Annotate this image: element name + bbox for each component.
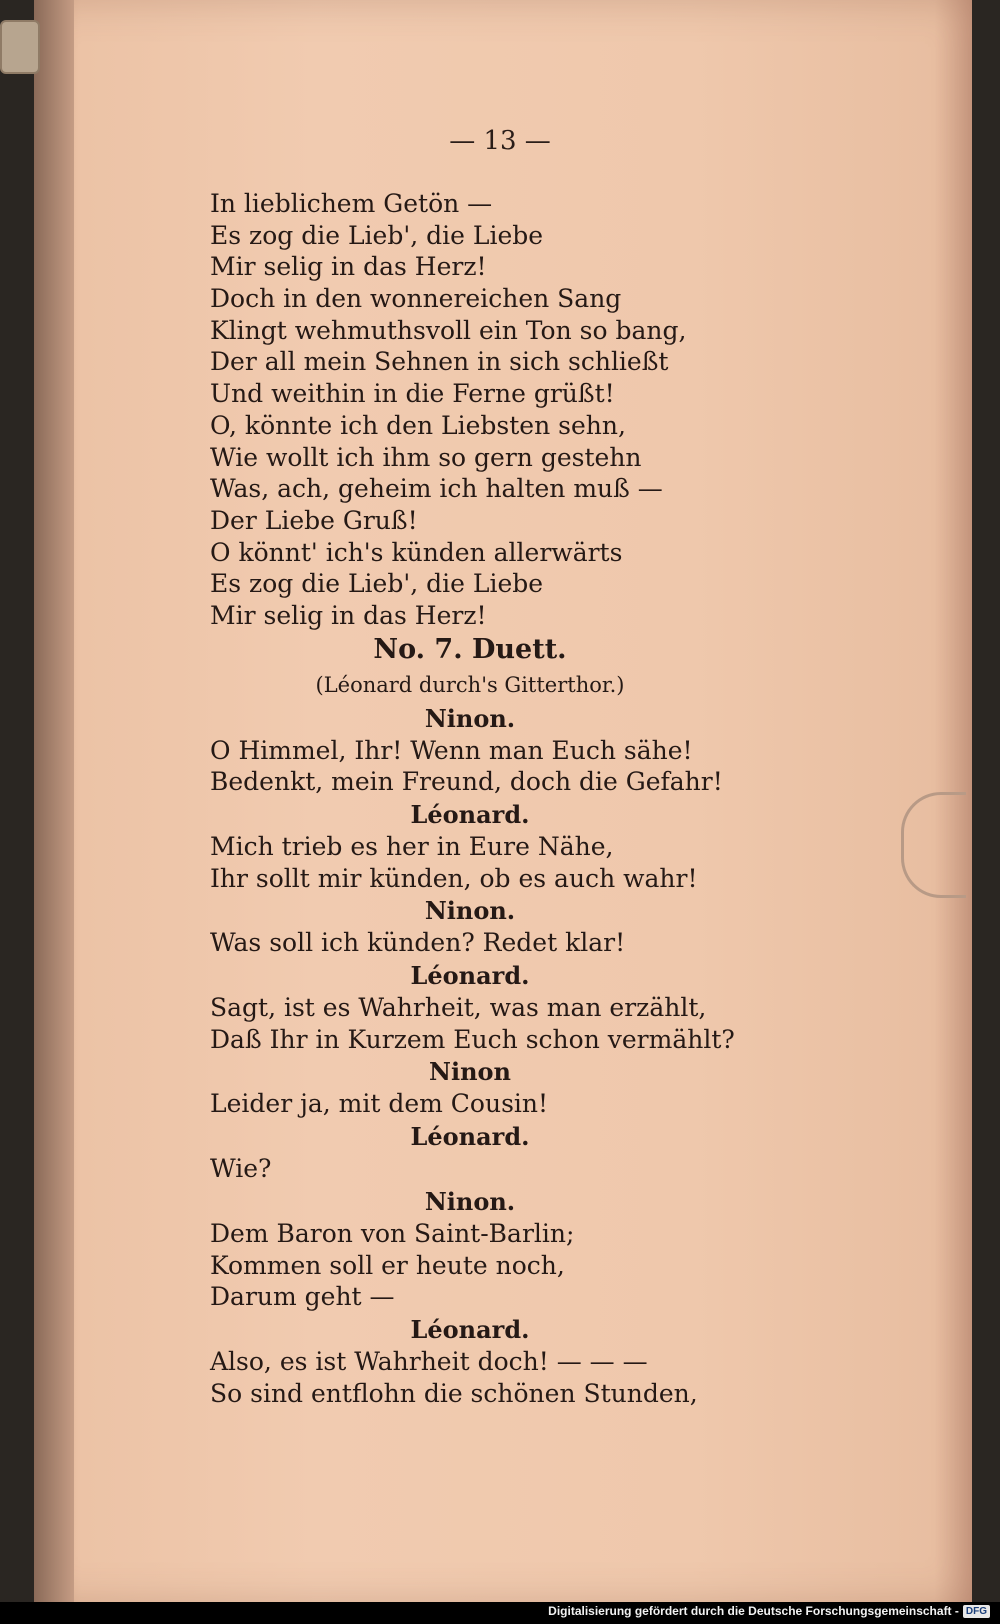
verse-line: Klingt wehmuthsvoll ein Ton so bang, bbox=[210, 315, 687, 345]
verse-line: Der all mein Sehnen in sich schließt bbox=[210, 347, 669, 377]
verse-line: Bedenkt, mein Freund, doch die Gefahr! bbox=[210, 767, 723, 797]
verse-line: Mir selig in das Herz! bbox=[210, 600, 487, 630]
verse-text bbox=[210, 188, 770, 1409]
verse-line: Darum geht — bbox=[210, 1282, 395, 1312]
speaker-name: Ninon. bbox=[424, 703, 516, 733]
verse-line: So sind entflohn die schönen Stunden, bbox=[210, 1378, 698, 1408]
verse-line: Daß Ihr in Kurzem Euch schon vermählt? bbox=[210, 1024, 735, 1054]
verse-line: Was, ach, geheim ich halten muß — bbox=[210, 474, 663, 504]
speaker-name: Ninon bbox=[429, 1057, 511, 1087]
page-number: — 13 — bbox=[449, 126, 551, 156]
verse-line: Leider ja, mit dem Cousin! bbox=[210, 1089, 549, 1119]
verse-line: Kommen soll er heute noch, bbox=[210, 1250, 565, 1280]
stage-direction: (Léonard durch's Gitterthor.) bbox=[315, 672, 625, 697]
speaker-name: Léonard. bbox=[410, 800, 530, 829]
verse-line: Doch in den wonnereichen Sang bbox=[210, 284, 622, 314]
verse-line: Wie wollt ich ihm so gern gestehn bbox=[210, 442, 642, 472]
verse-line: Sagt, ist es Wahrheit, was man erzählt, bbox=[210, 993, 707, 1023]
speaker-name: Léonard. bbox=[410, 1314, 530, 1344]
page-tab-marker bbox=[901, 792, 966, 898]
speaker-name: Ninon. bbox=[424, 1186, 516, 1216]
verse-line: Mich trieb es her in Eure Nähe, bbox=[210, 832, 614, 861]
speaker-name: Léonard. bbox=[410, 961, 530, 991]
verse-line: In lieblichem Getön — bbox=[210, 189, 493, 218]
verse-line: Mir selig in das Herz! bbox=[210, 252, 487, 282]
verse-line: Der Liebe Gruß! bbox=[210, 505, 418, 535]
speaker-name: Ninon. bbox=[424, 896, 516, 926]
binding-clip bbox=[0, 20, 40, 74]
section-heading: No. 7. Duett. bbox=[373, 633, 567, 665]
verse-line: O Himmel, Ihr! Wenn man Euch sähe! bbox=[210, 735, 693, 765]
verse-line: O könnt' ich's künden allerwärts bbox=[210, 537, 623, 567]
dfg-logo: DFG bbox=[963, 1605, 990, 1618]
verse-line: Es zog die Lieb', die Liebe bbox=[210, 569, 544, 599]
verse-line: Was soll ich künden? Redet klar! bbox=[210, 928, 626, 958]
funding-text: Digitalisierung gefördert durch die Deutsche Forschungsgemeinschaft - bbox=[548, 1604, 959, 1618]
verse-line: O, könnte ich den Liebsten sehn, bbox=[210, 410, 626, 440]
verse-line: Wie? bbox=[210, 1154, 272, 1184]
verse-line: Ihr sollt mir künden, ob es auch wahr! bbox=[210, 863, 698, 893]
verse-line: Also, es ist Wahrheit doch! — — — bbox=[210, 1346, 648, 1376]
funding-footer bbox=[548, 1602, 990, 1620]
page-spine bbox=[34, 0, 74, 1604]
verse-line: Dem Baron von Saint-Barlin; bbox=[210, 1218, 575, 1248]
verse-line: Es zog die Lieb', die Liebe bbox=[210, 220, 544, 250]
verse-line: Und weithin in die Ferne grüßt! bbox=[210, 379, 615, 409]
speaker-name: Léonard. bbox=[410, 1122, 530, 1152]
